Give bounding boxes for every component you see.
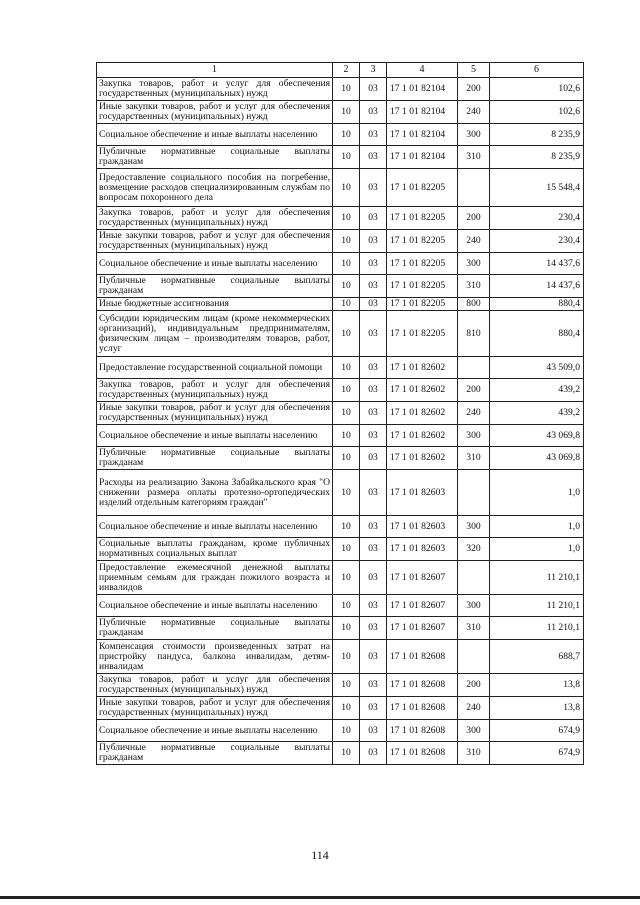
target-article-code: 17 1 01 82205 bbox=[387, 230, 458, 253]
column-header: 3 bbox=[360, 63, 387, 78]
column-header: 4 bbox=[387, 63, 458, 78]
expense-type-code bbox=[458, 169, 490, 207]
target-article-code: 17 1 01 82104 bbox=[387, 124, 458, 146]
subsection-code: 03 bbox=[360, 207, 387, 230]
expense-type-code: 200 bbox=[458, 78, 490, 101]
amount: 1,0 bbox=[490, 516, 584, 538]
table-row bbox=[97, 516, 584, 538]
section-code: 10 bbox=[333, 379, 360, 402]
amount: 439,2 bbox=[490, 402, 584, 425]
expense-description: Публичные нормативные социальные выплаты гражданам bbox=[97, 447, 333, 470]
table-row bbox=[97, 595, 584, 617]
expense-description: Компенсация стоимости произведенных затрат на пристройку пандуса, балкона инвалидам, детям-инвалидам bbox=[97, 640, 333, 674]
expense-description: Социальное обеспечение и иные выплаты населению bbox=[97, 124, 333, 146]
expense-description: Социальное обеспечение и иные выплаты населению bbox=[97, 595, 333, 617]
target-article-code: 17 1 01 82602 bbox=[387, 447, 458, 470]
amount: 674,9 bbox=[490, 742, 584, 765]
target-article-code: 17 1 01 82205 bbox=[387, 311, 458, 357]
amount: 13,8 bbox=[490, 674, 584, 697]
subsection-code: 03 bbox=[360, 402, 387, 425]
amount: 880,4 bbox=[490, 298, 584, 311]
expense-type-code bbox=[458, 470, 490, 516]
table-row bbox=[97, 357, 584, 379]
amount: 230,4 bbox=[490, 207, 584, 230]
table-row bbox=[97, 124, 584, 146]
expense-description: Закупка товаров, работ и услуг для обеспечения государственных (муниципальных) нужд bbox=[97, 207, 333, 230]
expense-type-code: 810 bbox=[458, 311, 490, 357]
section-code: 10 bbox=[333, 207, 360, 230]
table-row bbox=[97, 101, 584, 124]
target-article-code: 17 1 01 82603 bbox=[387, 470, 458, 516]
section-code: 10 bbox=[333, 516, 360, 538]
expense-description: Предоставление социального пособия на погребение, возмещение расходов специализированным службам по вопросам похоронного дела bbox=[97, 169, 333, 207]
expense-description: Предоставление ежемесячной денежной выплаты приемным семьям для граждан пожилого возраста и инвалидов bbox=[97, 561, 333, 595]
table-row bbox=[97, 470, 584, 516]
expense-description: Предоставление государственной социальной помощи bbox=[97, 357, 333, 379]
expense-type-code: 300 bbox=[458, 253, 490, 275]
target-article-code: 17 1 01 82205 bbox=[387, 253, 458, 275]
expense-type-code: 240 bbox=[458, 101, 490, 124]
table-row bbox=[97, 447, 584, 470]
amount: 230,4 bbox=[490, 230, 584, 253]
section-code: 10 bbox=[333, 298, 360, 311]
subsection-code: 03 bbox=[360, 561, 387, 595]
table-row bbox=[97, 207, 584, 230]
section-code: 10 bbox=[333, 674, 360, 697]
expense-description: Социальное обеспечение и иные выплаты населению bbox=[97, 720, 333, 742]
amount: 8 235,9 bbox=[490, 124, 584, 146]
target-article-code: 17 1 01 82602 bbox=[387, 425, 458, 447]
table-row bbox=[97, 697, 584, 720]
expense-type-code: 310 bbox=[458, 447, 490, 470]
target-article-code: 17 1 01 82602 bbox=[387, 402, 458, 425]
amount: 102,6 bbox=[490, 101, 584, 124]
expense-type-code bbox=[458, 561, 490, 595]
budget-table bbox=[96, 62, 584, 765]
expense-type-code: 200 bbox=[458, 674, 490, 697]
target-article-code: 17 1 01 82608 bbox=[387, 720, 458, 742]
section-code: 10 bbox=[333, 78, 360, 101]
amount: 11 210,1 bbox=[490, 595, 584, 617]
expense-description: Социальное обеспечение и иные выплаты населению bbox=[97, 425, 333, 447]
expense-description: Закупка товаров, работ и услуг для обеспечения государственных (муниципальных) нужд bbox=[97, 379, 333, 402]
expense-description: Расходы на реализацию Закона Забайкальского края "О снижении размера оплаты протезно-ортопедических изделий отдельным категориям граждан" bbox=[97, 470, 333, 516]
target-article-code: 17 1 01 82205 bbox=[387, 298, 458, 311]
table-row bbox=[97, 402, 584, 425]
expense-description: Публичные нормативные социальные выплаты гражданам bbox=[97, 146, 333, 169]
target-article-code: 17 1 01 82608 bbox=[387, 742, 458, 765]
amount: 102,6 bbox=[490, 78, 584, 101]
amount: 14 437,6 bbox=[490, 253, 584, 275]
expense-type-code bbox=[458, 640, 490, 674]
table-row bbox=[97, 230, 584, 253]
amount: 11 210,1 bbox=[490, 561, 584, 595]
amount: 880,4 bbox=[490, 311, 584, 357]
expense-type-code: 240 bbox=[458, 402, 490, 425]
subsection-code: 03 bbox=[360, 742, 387, 765]
amount: 439,2 bbox=[490, 379, 584, 402]
amount: 43 069,8 bbox=[490, 425, 584, 447]
section-code: 10 bbox=[333, 447, 360, 470]
subsection-code: 03 bbox=[360, 298, 387, 311]
amount: 11 210,1 bbox=[490, 617, 584, 640]
amount: 14 437,6 bbox=[490, 275, 584, 298]
expense-description: Социальное обеспечение и иные выплаты населению bbox=[97, 253, 333, 275]
subsection-code: 03 bbox=[360, 169, 387, 207]
subsection-code: 03 bbox=[360, 275, 387, 298]
subsection-code: 03 bbox=[360, 595, 387, 617]
column-header: 5 bbox=[458, 63, 490, 78]
expense-type-code bbox=[458, 357, 490, 379]
section-code: 10 bbox=[333, 311, 360, 357]
column-header: 6 bbox=[490, 63, 584, 78]
section-code: 10 bbox=[333, 402, 360, 425]
amount: 13,8 bbox=[490, 697, 584, 720]
expense-description: Социальные выплаты гражданам, кроме публичных нормативных социальных выплат bbox=[97, 538, 333, 561]
table-row bbox=[97, 561, 584, 595]
page-number: 114 bbox=[311, 848, 329, 862]
amount: 1,0 bbox=[490, 538, 584, 561]
target-article-code: 17 1 01 82205 bbox=[387, 275, 458, 298]
expense-type-code: 310 bbox=[458, 742, 490, 765]
table-row bbox=[97, 425, 584, 447]
section-code: 10 bbox=[333, 124, 360, 146]
subsection-code: 03 bbox=[360, 425, 387, 447]
expense-type-code: 300 bbox=[458, 516, 490, 538]
column-header: 1 bbox=[97, 63, 333, 78]
subsection-code: 03 bbox=[360, 357, 387, 379]
expense-type-code: 310 bbox=[458, 275, 490, 298]
table-header bbox=[97, 63, 584, 78]
expense-type-code: 300 bbox=[458, 720, 490, 742]
section-code: 10 bbox=[333, 697, 360, 720]
subsection-code: 03 bbox=[360, 720, 387, 742]
section-code: 10 bbox=[333, 275, 360, 298]
section-code: 10 bbox=[333, 470, 360, 516]
expense-type-code: 320 bbox=[458, 538, 490, 561]
subsection-code: 03 bbox=[360, 470, 387, 516]
section-code: 10 bbox=[333, 595, 360, 617]
expense-description: Закупка товаров, работ и услуг для обеспечения государственных (муниципальных) нужд bbox=[97, 674, 333, 697]
table-body bbox=[97, 78, 584, 765]
target-article-code: 17 1 01 82104 bbox=[387, 101, 458, 124]
expense-description: Иные закупки товаров, работ и услуг для обеспечения государственных (муниципальных) нужд bbox=[97, 101, 333, 124]
target-article-code: 17 1 01 82603 bbox=[387, 516, 458, 538]
subsection-code: 03 bbox=[360, 640, 387, 674]
expense-type-code: 240 bbox=[458, 697, 490, 720]
table-row bbox=[97, 275, 584, 298]
expense-description: Публичные нормативные социальные выплаты гражданам bbox=[97, 742, 333, 765]
amount: 688,7 bbox=[490, 640, 584, 674]
section-code: 10 bbox=[333, 253, 360, 275]
section-code: 10 bbox=[333, 538, 360, 561]
target-article-code: 17 1 01 82602 bbox=[387, 379, 458, 402]
expense-description: Публичные нормативные социальные выплаты гражданам bbox=[97, 275, 333, 298]
expense-description: Публичные нормативные социальные выплаты гражданам bbox=[97, 617, 333, 640]
section-code: 10 bbox=[333, 720, 360, 742]
expense-type-code: 240 bbox=[458, 230, 490, 253]
subsection-code: 03 bbox=[360, 516, 387, 538]
section-code: 10 bbox=[333, 742, 360, 765]
target-article-code: 17 1 01 82104 bbox=[387, 146, 458, 169]
section-code: 10 bbox=[333, 425, 360, 447]
section-code: 10 bbox=[333, 357, 360, 379]
table-row bbox=[97, 298, 584, 311]
amount: 15 548,4 bbox=[490, 169, 584, 207]
expense-description: Иные бюджетные ассигнования bbox=[97, 298, 333, 311]
subsection-code: 03 bbox=[360, 379, 387, 402]
subsection-code: 03 bbox=[360, 146, 387, 169]
subsection-code: 03 bbox=[360, 697, 387, 720]
expense-description: Социальное обеспечение и иные выплаты населению bbox=[97, 516, 333, 538]
subsection-code: 03 bbox=[360, 674, 387, 697]
target-article-code: 17 1 01 82603 bbox=[387, 538, 458, 561]
target-article-code: 17 1 01 82608 bbox=[387, 640, 458, 674]
subsection-code: 03 bbox=[360, 311, 387, 357]
section-code: 10 bbox=[333, 146, 360, 169]
expense-description: Иные закупки товаров, работ и услуг для обеспечения государственных (муниципальных) нужд bbox=[97, 402, 333, 425]
section-code: 10 bbox=[333, 617, 360, 640]
amount: 1,0 bbox=[490, 470, 584, 516]
expense-description: Иные закупки товаров, работ и услуг для обеспечения государственных (муниципальных) нужд bbox=[97, 697, 333, 720]
table-row bbox=[97, 78, 584, 101]
table-row bbox=[97, 253, 584, 275]
target-article-code: 17 1 01 82205 bbox=[387, 169, 458, 207]
subsection-code: 03 bbox=[360, 447, 387, 470]
expense-type-code: 300 bbox=[458, 595, 490, 617]
target-article-code: 17 1 01 82607 bbox=[387, 617, 458, 640]
table-row bbox=[97, 617, 584, 640]
subsection-code: 03 bbox=[360, 78, 387, 101]
expense-type-code: 310 bbox=[458, 146, 490, 169]
table-row bbox=[97, 146, 584, 169]
expense-type-code: 200 bbox=[458, 207, 490, 230]
amount: 674,9 bbox=[490, 720, 584, 742]
target-article-code: 17 1 01 82602 bbox=[387, 357, 458, 379]
subsection-code: 03 bbox=[360, 617, 387, 640]
column-header: 2 bbox=[333, 63, 360, 78]
subsection-code: 03 bbox=[360, 538, 387, 561]
target-article-code: 17 1 01 82608 bbox=[387, 674, 458, 697]
table-row bbox=[97, 169, 584, 207]
expense-description: Иные закупки товаров, работ и услуг для обеспечения государственных (муниципальных) нужд bbox=[97, 230, 333, 253]
amount: 8 235,9 bbox=[490, 146, 584, 169]
target-article-code: 17 1 01 82104 bbox=[387, 78, 458, 101]
section-code: 10 bbox=[333, 561, 360, 595]
amount: 43 509,0 bbox=[490, 357, 584, 379]
section-code: 10 bbox=[333, 640, 360, 674]
section-code: 10 bbox=[333, 169, 360, 207]
table-row bbox=[97, 311, 584, 357]
expense-type-code: 200 bbox=[458, 379, 490, 402]
target-article-code: 17 1 01 82607 bbox=[387, 561, 458, 595]
expense-type-code: 300 bbox=[458, 124, 490, 146]
target-article-code: 17 1 01 82607 bbox=[387, 595, 458, 617]
target-article-code: 17 1 01 82205 bbox=[387, 207, 458, 230]
subsection-code: 03 bbox=[360, 253, 387, 275]
subsection-code: 03 bbox=[360, 124, 387, 146]
amount: 43 069,8 bbox=[490, 447, 584, 470]
subsection-code: 03 bbox=[360, 101, 387, 124]
table-row bbox=[97, 720, 584, 742]
table-row bbox=[97, 674, 584, 697]
section-code: 10 bbox=[333, 101, 360, 124]
expense-type-code: 310 bbox=[458, 617, 490, 640]
table-row bbox=[97, 640, 584, 674]
table-row bbox=[97, 379, 584, 402]
expense-description: Субсидии юридическим лицам (кроме некоммерческих организаций), индивидуальным предпринимателям, физическим лицам – производителям товаров, работ, услуг bbox=[97, 311, 333, 357]
table-row bbox=[97, 538, 584, 561]
expense-type-code: 800 bbox=[458, 298, 490, 311]
subsection-code: 03 bbox=[360, 230, 387, 253]
expense-type-code: 300 bbox=[458, 425, 490, 447]
expense-description: Закупка товаров, работ и услуг для обеспечения государственных (муниципальных) нужд bbox=[97, 78, 333, 101]
bottom-divider bbox=[0, 896, 640, 899]
target-article-code: 17 1 01 82608 bbox=[387, 697, 458, 720]
section-code: 10 bbox=[333, 230, 360, 253]
table-row bbox=[97, 742, 584, 765]
